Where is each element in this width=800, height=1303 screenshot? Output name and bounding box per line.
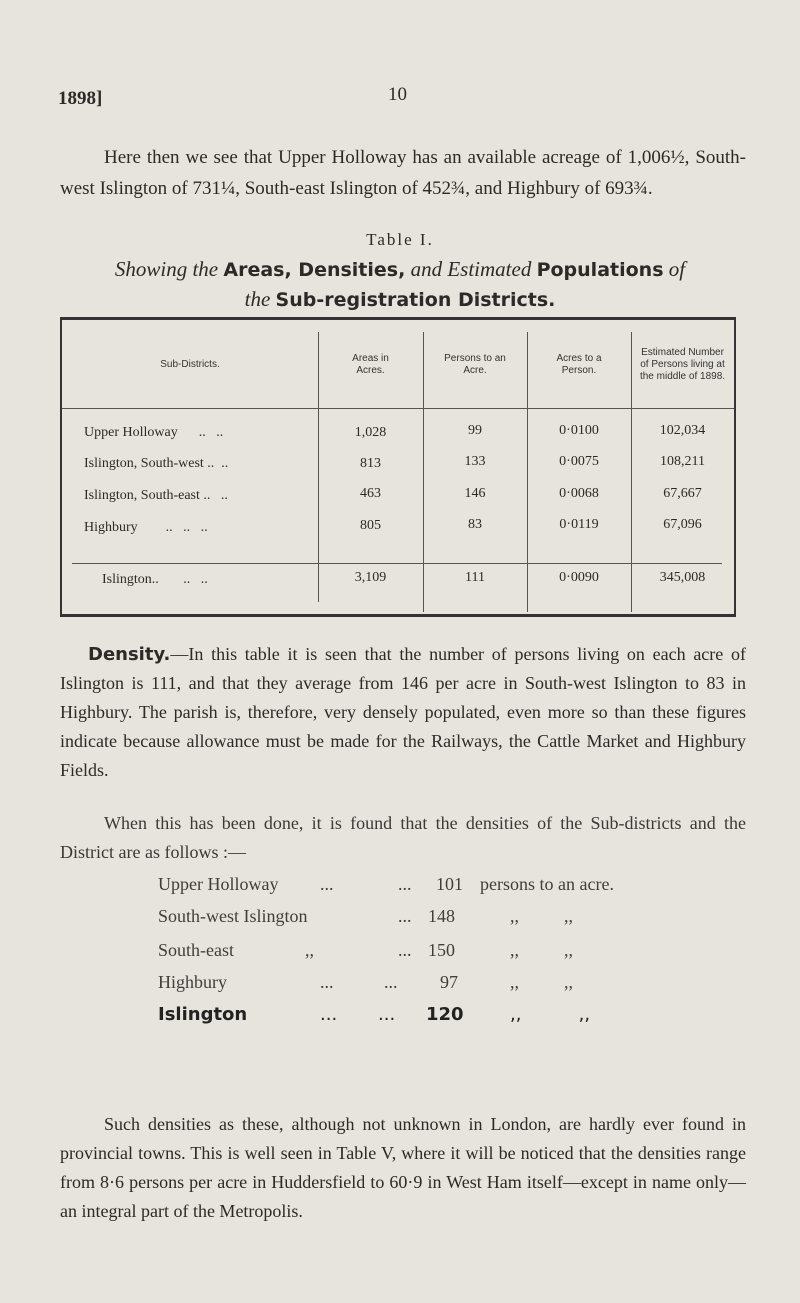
density-row-name: Upper Holloway xyxy=(158,874,279,894)
table-cell-persons: 99 xyxy=(468,423,482,438)
table-cell-acres: 0·0068 xyxy=(559,486,599,501)
density-row-name: Highbury xyxy=(158,972,227,992)
density-row-dots: ... xyxy=(398,940,412,960)
density-row-value: 97 xyxy=(440,972,458,992)
table-row-name: Islington, South-east .. .. xyxy=(84,488,228,503)
table-total-population: 345,008 xyxy=(659,570,706,585)
total-rule xyxy=(72,563,722,564)
caption-of: of xyxy=(668,257,686,281)
closing-paragraph: Such densities as these, although not unknown in London, are hardly ever found in provincial towns. This is well seen in Table V, where it will be noticed that the densities range from 8·6 persons per acre in Huddersfield to 60·9 in West Ham itself—except in name only—an integral part of the Metropolis. xyxy=(60,1114,746,1221)
density-row-dots: ... xyxy=(378,1004,396,1025)
density-row-value: 101 xyxy=(436,874,463,894)
density-row-unit: ,, ,, xyxy=(510,1004,591,1025)
table-total-persons: 111 xyxy=(465,570,485,585)
caption-populations: Populations xyxy=(536,259,664,281)
table-cell-area: 1,028 xyxy=(354,425,387,440)
page-number: 10 xyxy=(388,84,407,105)
table-row-name: Islington, South-west .. .. xyxy=(84,456,229,471)
table-total-acres: 0·0090 xyxy=(559,570,599,585)
density-row-value: 148 xyxy=(428,906,455,926)
table-cell-population: 67,096 xyxy=(663,517,702,532)
density-row-dots: ,, xyxy=(305,940,314,960)
column-header-estimated-population: Estimated Number of Persons living at the middle of 1898. xyxy=(639,347,726,382)
table-cell-area: 463 xyxy=(360,486,381,501)
intro-paragraph: Here then we see that Upper Holloway has an available acreage of 1,006½, South-west Islington of 731¼, South-east Islington of 452¾, and Highbury of 693¾. xyxy=(60,147,746,199)
density-row-unit: ,, ,, xyxy=(510,972,573,992)
table-row-name: Upper Holloway .. .. xyxy=(84,425,224,440)
density-row-value: 150 xyxy=(428,940,455,960)
table-total-area: 3,109 xyxy=(354,570,387,585)
density-row-dots: ... xyxy=(320,874,334,894)
density-row-unit: persons to an acre. xyxy=(480,874,614,894)
table-cell-area: 813 xyxy=(360,456,381,471)
districts-table xyxy=(60,317,736,617)
table-caption-line-2 xyxy=(50,284,750,315)
density-row-dots: ... xyxy=(320,972,334,992)
caption-areas-densities: Areas, Densities, xyxy=(223,259,406,281)
density-row-dots: ... xyxy=(398,874,412,894)
density-text: —In this table it is seen that the number of persons living on each acre of Islington is 111, and that they average from 146 per acre in South-west Islington to 83 in Highbury. The parish is, therefore, very densely populated, even more so than these figures indicate because allowance must be made for the Railways, the Cattle Market and Highbury Fields. xyxy=(60,644,746,780)
density-row-value: 120 xyxy=(426,1004,464,1025)
column-header-sub-districts: Sub-Districts. xyxy=(160,359,220,370)
densities-intro-paragraph: When this has been done, it is found that the densities of the Sub-districts and the District are as follows :— xyxy=(60,813,746,862)
density-heading: Density. xyxy=(88,644,171,665)
table-cell-persons: 146 xyxy=(464,486,486,501)
table-row-name: Highbury .. .. .. xyxy=(84,520,208,535)
density-row-unit: ,, ,, xyxy=(510,940,573,960)
table-cell-area: 805 xyxy=(360,518,381,533)
table-cell-acres: 0·0119 xyxy=(559,517,599,532)
density-row-name: South-east xyxy=(158,940,234,960)
density-row-unit: ,, ,, xyxy=(510,906,573,926)
table-cell-acres: 0·0100 xyxy=(559,423,599,438)
density-row-dots: ... xyxy=(320,1004,338,1025)
density-row-name: Islington xyxy=(158,1004,248,1025)
density-row-dots: ... xyxy=(384,972,398,992)
table-cell-population: 67,667 xyxy=(663,486,702,501)
column-header-acres-per-person: Acres to a Person. xyxy=(556,353,602,376)
table-cell-acres: 0·0075 xyxy=(559,454,599,469)
density-row-dots: ... xyxy=(398,906,412,926)
column-header-persons-per-acre: Persons to an Acre. xyxy=(444,353,506,376)
table-label: Table I. xyxy=(366,230,434,249)
table-caption-line-1 xyxy=(50,254,750,285)
table-cell-population: 108,211 xyxy=(660,454,705,469)
caption-and-estimated: and Estimated xyxy=(410,257,532,281)
caption-the: the xyxy=(244,287,271,311)
table-cell-population: 102,034 xyxy=(659,423,706,438)
report-year: 1898] xyxy=(58,88,103,109)
density-paragraph xyxy=(60,640,746,785)
column-header-areas: Areas in Acres. xyxy=(352,353,389,376)
table-cell-persons: 83 xyxy=(468,517,482,532)
header-rule xyxy=(62,408,734,409)
caption-showing: Showing the xyxy=(114,257,219,281)
density-row-name: South-west Islington xyxy=(158,906,308,926)
table-total-name: Islington.. .. .. xyxy=(102,572,208,587)
table-cell-persons: 133 xyxy=(464,454,486,469)
caption-sub-registration-districts: Sub-registration Districts. xyxy=(275,289,556,311)
